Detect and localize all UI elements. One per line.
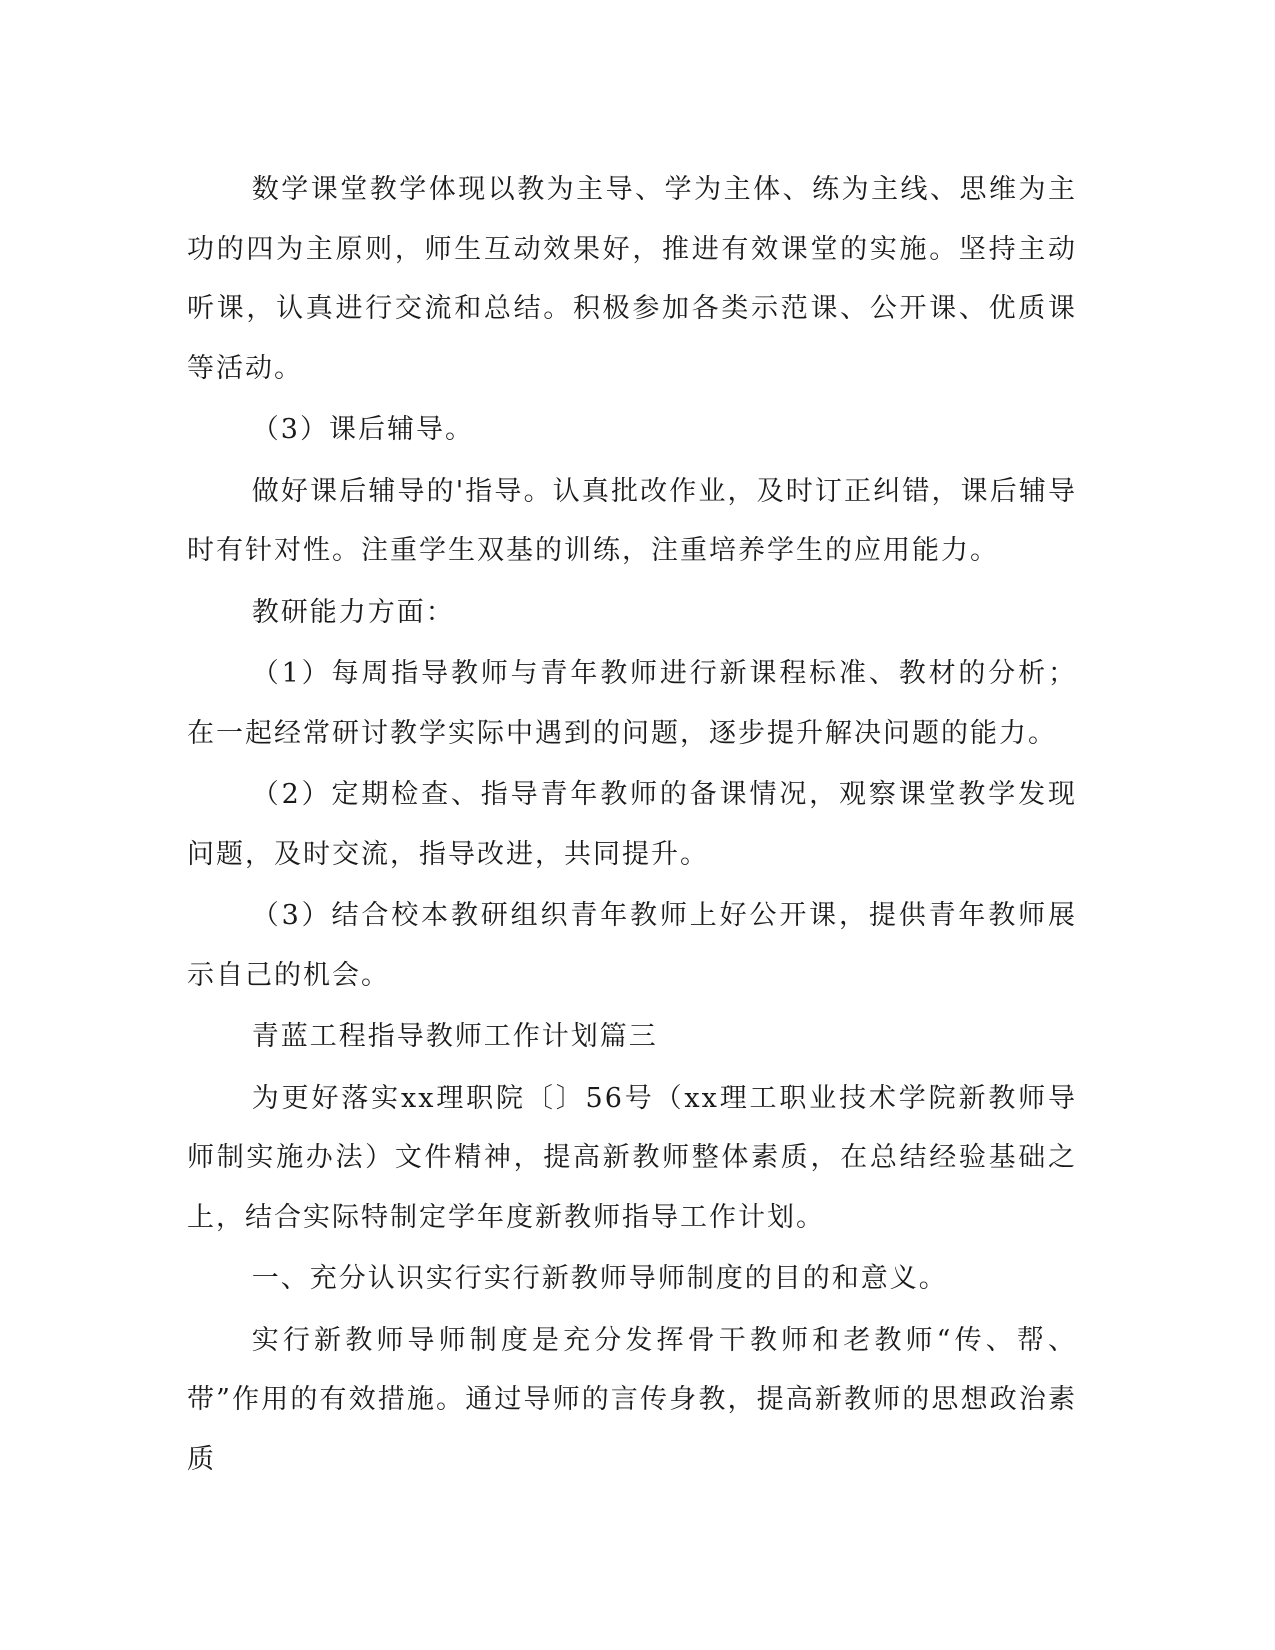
paragraph-research-item-2: （2）定期检查、指导青年教师的备课情况，观察课堂教学发现问题，及时交流，指导改进，共同提升。 xyxy=(187,779,1077,870)
heading-after-class-tutoring: （3）课后辅导。 xyxy=(251,414,474,445)
section-title-part-three: 青蓝工程指导教师工作计划篇三 xyxy=(251,1021,658,1052)
paragraph-research-item-3: （3）结合校本教研组织青年教师上好公开课，提供青年教师展示自己的机会。 xyxy=(187,900,1077,991)
heading-purpose-significance: 一、充分认识实行实行新教师导师制度的目的和意义。 xyxy=(251,1263,948,1294)
heading-research-ability: 教研能力方面： xyxy=(251,596,455,628)
paragraph-classroom-teaching: 数学课堂教学体现以教为主导、学为主体、练为主线、思维为主功的四为主原则，师生互动效果好，推进有效课堂的实施。坚持主动听课，认真进行交流和总结。积极参加各类示范课、公开课、优质课等活动。 xyxy=(187,174,1077,384)
paragraph-mentor-system: 实行新教师导师制度是充分发挥骨干教师和老教师“传、帮、带”作用的有效措施。通过导师的言传身教，提高新教师的思想政治素质 xyxy=(187,1324,1077,1475)
document-body xyxy=(187,160,1077,1491)
paragraph-plan-intro: 为更好落实xx理职院〔〕56号（xx理工职业技术学院新教师导师制实施办法）文件精神，提高新教师整体素质，在总结经验基础之上，结合实际特制定学年度新教师指导工作计划。 xyxy=(187,1082,1077,1233)
paragraph-after-class-tutoring: 做好课后辅导的'指导。认真批改作业，及时订正纠错，课后辅导时有针对性。注重学生双基的训练，注重培养学生的应用能力。 xyxy=(187,475,1077,566)
paragraph-research-item-1: （1）每周指导教师与青年教师进行新课程标准、教材的分析；在一起经常研讨教学实际中遇到的问题，逐步提升解决问题的能力。 xyxy=(187,658,1077,749)
